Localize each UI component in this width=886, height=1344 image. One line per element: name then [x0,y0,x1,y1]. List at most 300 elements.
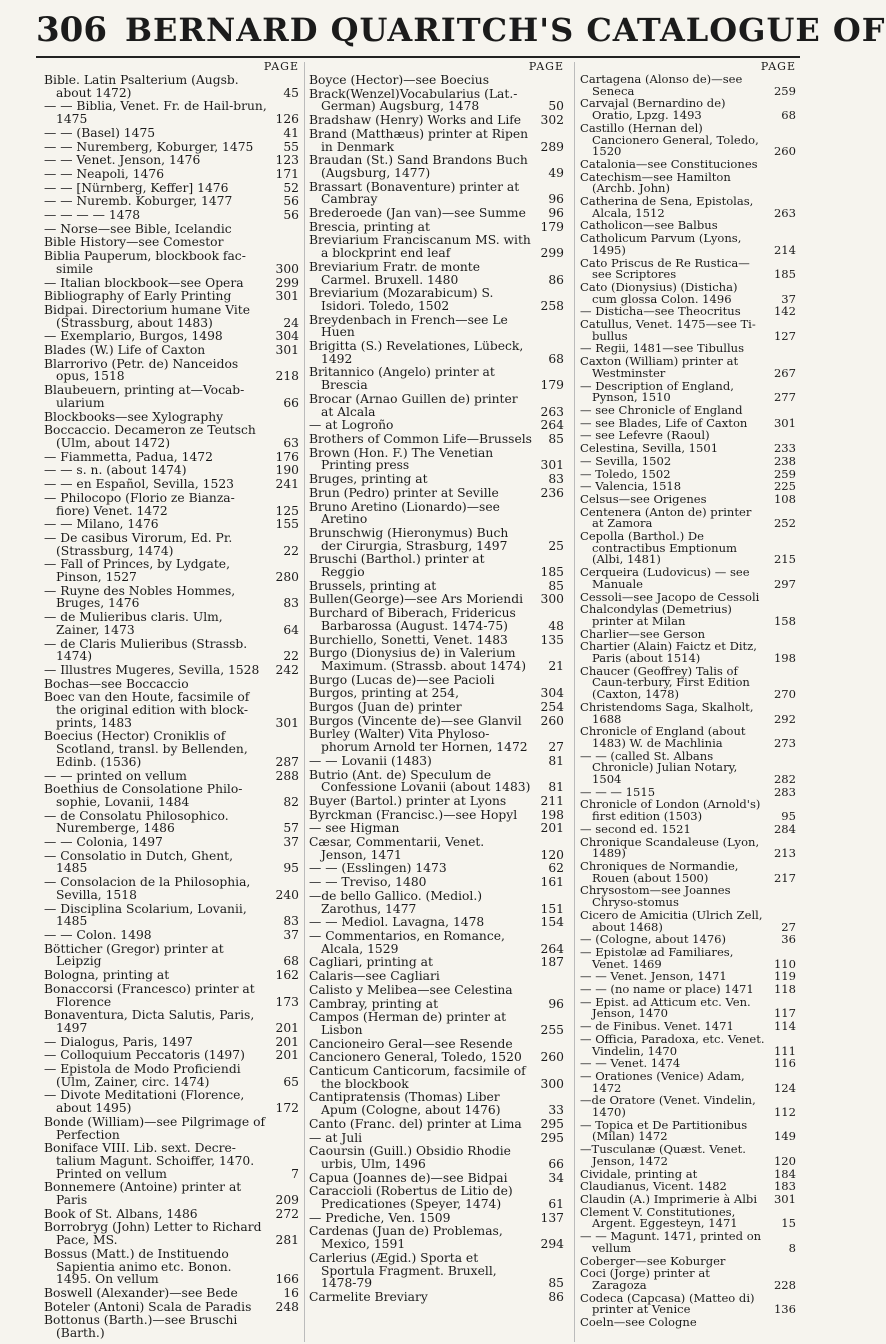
index-entry [44,943,299,968]
index-entry-text: — de Mulieribus claris. Ulm, Zainer, 1473 [44,610,223,637]
index-entry [580,1268,796,1291]
index-entry-page: 120 [540,847,564,862]
index-entry-text: Breviarium (Mozarabicum) S. Isidori. Toledo, 1502 [309,286,494,313]
page-header [36,10,886,54]
index-entry-text: — — Lovanii (1483) [309,753,432,768]
index-entry [309,1038,564,1051]
index-entry-text: — Fall of Princes, by Lydgate, Pinson, 1527 [44,557,230,585]
index-entry-text: — Prediche, Ven. 1509 [309,1210,451,1225]
index-entry-text: — Topica et De Partitionibus (Milan) 1472 [580,1117,748,1144]
index-entry [44,1248,299,1286]
index-entry-text: — Epistola de Modo Proficiendi (Ulm, Zainer, circ. 1474) [44,1062,241,1089]
index-entry-page: 259 [773,466,796,481]
index-entry-text: Boec van den Houte, facsimile of the original edition with block-prints, 1483 [44,690,250,730]
index-entry-page: 201 [275,1034,299,1049]
index-entry-page: 96 [548,192,564,207]
index-entry-page: 116 [773,1056,796,1071]
index-entry-text: Boteler (Antoni) Scala de Paradis [44,1299,252,1314]
index-entry-page: 215 [773,552,796,567]
index-entry-text: — see Lefevre (Raoul) [580,428,710,443]
index-entry-page: 49 [548,165,564,180]
index-entry-text: — Regii, 1481—see Tibullus [580,341,745,356]
index-entry [44,411,299,424]
index-entry-page: 209 [275,1193,299,1208]
index-entry [44,730,299,768]
index-column-2 [309,60,564,1305]
index-entry-text: Brigitta (S.) Revelationes, Lübeck, 1492 [309,339,524,366]
index-entry-text: Clement V. Constitutiones, Argent. Eggesteyn, 1471 [580,1204,738,1231]
index-entry-text: Christendoms Saga, Skalholt, 1688 [580,699,754,726]
index-entry-text: Bonde (William)—see Pilgrimage of Perfection [44,1114,266,1142]
index-entry [309,809,564,822]
index-entry-page: 201 [275,1048,299,1063]
index-column-3 [580,60,796,1330]
index-entry-text: Caraccioli (Robertus de Litio de) Predicationes (Speyer, 1474) [309,1184,513,1212]
index-entry-page: 83 [548,472,564,487]
index-entry-text: — — (Esslingen) 1473 [309,861,447,876]
index-entry-text: — — Magunt. 1471, printed on vellum [580,1229,762,1255]
index-entry-page: 242 [275,662,299,677]
index-entry [44,1208,299,1221]
index-entry [580,699,796,726]
index-entry-page: 111 [773,1043,796,1058]
index-entry [580,156,796,171]
index-entry [309,1011,564,1036]
index-entry [44,969,299,982]
index-entry-text: Calisto y Melibea—see Celestina [309,982,513,997]
index-entry-page: 201 [275,1020,299,1035]
index-entry-text: — — — 1515 [580,784,656,799]
index-entry [44,290,299,303]
index-entry-text: Cepolla (Barthol.) De contractibus Emptionum (Albi, 1481) [580,529,738,567]
index-entry-page: 172 [275,1101,299,1116]
index-entry [309,634,564,647]
index-entry-page: 277 [773,390,796,405]
index-entry-page: 260 [540,713,564,728]
index-entry-page: 267 [773,365,796,380]
index-entry-text: Burchiello, Sonetti, Venet. 1483 [309,632,508,647]
index-entry-text: Coci (Jorge) printer at Zaragoza [580,1266,710,1292]
index-entry-page: 281 [275,1233,299,1248]
index-entry-page: 211 [540,793,564,808]
index-entry-text: Braudan (St.) Sand Brandons Buch (Augsburg, 1477) [309,153,528,180]
index-entry-text: Brescia, printing at [309,219,430,234]
index-entry [309,930,564,955]
index-entry-page: 15 [781,1216,796,1231]
index-entry-text: Bible. Latin Psalterium (Augsb. about 1472) [44,73,239,100]
index-entry-page: 252 [773,516,796,531]
index-entry-page: 114 [773,1019,796,1034]
index-entry [309,340,564,365]
index-entry [309,1185,564,1210]
index-entry-page: 83 [283,914,299,929]
index-entry [44,478,299,491]
index-entry [309,433,564,446]
index-entry-page: 96 [548,206,564,221]
index-entry [309,74,564,87]
index-entry-page: 68 [548,351,564,366]
index-entry-page: 33 [548,1103,564,1118]
index-entry [44,277,299,290]
index-entry-page: 260 [540,1050,564,1065]
index-entry-page: 22 [283,649,299,664]
index-entry-page: 57 [283,821,299,836]
index-entry-text: Chrysostom—see Joannes Chryso-stomus [580,883,731,910]
index-entry [580,319,796,342]
index-entry-page: 112 [773,1105,796,1120]
index-entry-text: Butrio (Ant. de) Speculum de Confessione Lovanii (about 1483) [309,767,531,795]
index-entry-page: 228 [773,1277,796,1292]
index-entry-page: 24 [283,315,299,330]
index-entry-text: Catullus, Venet. 1475—see Ti-bullus [580,317,756,343]
index-entry [580,169,796,196]
index-entry-text: Carmelite Breviary [309,1289,428,1304]
index-entry-text: —Tusculanæ (Quæst. Venet. Jenson, 1472 [580,1142,746,1168]
index-entry-page: 55 [283,139,299,154]
index-entry-page: 81 [548,753,564,768]
index-entry [580,491,796,506]
index-entry-page: 284 [773,821,796,836]
index-entry-text: Burgos (Vincente de)—see Glanvil [309,713,522,728]
index-entry-text: Brack(Wenzel)Vocabularius (Lat.-German) Augsburg, 1478 [309,86,518,114]
index-entry [44,344,299,357]
index-entry-page: 259 [773,83,796,98]
index-entry [309,419,564,432]
index-entry [44,678,299,691]
index-entry-page: 63 [283,435,299,450]
index-entry-page: 301 [275,289,299,304]
index-entry-text: Bidpai. Directorium humane Vite (Strassburg, about 1483) [44,302,251,330]
index-entry-page: 22 [283,543,299,558]
index-entry [44,850,299,875]
index-entry-text: Canticum Canticorum, facsimile of the blockbook [309,1064,526,1091]
index-entry-page: 85 [548,431,564,446]
index-entry [309,207,564,220]
index-entry-text: Brothers of Common Life—Brussels [309,431,532,446]
index-entry [44,1049,299,1062]
index-entry-text: — Exemplario, Burgos, 1498 [44,329,223,344]
index-entry [44,585,299,610]
index-entry [580,196,796,219]
index-entry-text: Book of St. Albans, 1486 [44,1206,198,1221]
index-entry [580,1117,796,1144]
index-entry [309,984,564,997]
index-entry-text: Canto (Franc. del) printer at Lima [309,1116,522,1131]
index-entry [44,1287,299,1300]
index-entry [580,663,796,702]
index-entry-text: — — [Nürnberg, Keffer] 1476 [44,180,229,195]
index-entry [44,783,299,808]
index-entry [309,1132,564,1145]
index-entry-text: Chaucer (Geoffrey) Talis of Caun-terbury, First Edition (Caxton, 1478) [580,663,750,702]
index-entry [309,862,564,875]
index-entry [309,916,564,929]
index-entry-text: Cancioneiro Geral—see Resende [309,1036,513,1051]
index-entry-page: 218 [275,369,299,384]
index-entry-text: — at Logroño [309,418,394,433]
index-entry-page: 280 [275,570,299,585]
index-entry-text: — see Blades, Life of Caxton [580,415,748,430]
index-entry-page: 297 [773,576,796,591]
index-entry-page: 37 [781,291,796,306]
index-entry-page: 151 [540,901,564,916]
index-entry [309,1065,564,1090]
index-entry-text: Carlerius (Ægid.) Sporta et Sportula Fragment. Bruxell, 1478-79 [309,1250,497,1291]
index-entry-text: — Illustres Mugeres, Sevilla, 1528 [44,662,260,677]
index-entry-text: Bossus (Matt.) de Instituendo Sapientia animo etc. Bonon. 1495. On vellum [44,1246,232,1287]
index-entry-page: 64 [283,622,299,637]
index-entry [44,983,299,1008]
index-entry-page: 302 [540,113,564,128]
index-entry-text: — Divote Meditationi (Florence, about 1495) [44,1088,245,1116]
index-entry-text: Britannico (Angelo) printer at Brescia [309,365,495,393]
index-entry-text: Bruges, printing at [309,472,428,487]
index-entry [309,998,564,1011]
index-entry [44,876,299,901]
index-entry-text: Brederoede (Jan van)—see Summe [309,206,526,221]
index-entry-text: Centenera (Anton de) printer at Zamora [580,504,752,531]
index-entry [309,836,564,861]
index-entry-page: 263 [540,404,564,419]
index-entry-text: Bruno Aretino (Lionardo)—see Aretino [309,499,500,527]
index-entry-text: Burchard of Biberach, Fridericus Barbarossa (August. 1474-75) [309,606,516,633]
index-entry [44,1009,299,1034]
index-entry-text: Boethius de Consolatione Philo-sophie, Lovanii, 1484 [44,782,243,809]
index-entry-text: Breydenbach in French—see Le Huen [309,312,508,340]
index-entry-text: Chronique Scandaleuse (Lyon, 1489) [580,834,760,861]
index-entry-text: Boyce (Hector)—see Boecius [309,73,490,87]
index-entry-text: Burgos, printing at 254, [309,686,459,701]
index-entry-text: Brassart (Bonaventure) printer at Cambray [309,179,520,207]
index-entry [580,531,796,566]
index-entry-page: 173 [275,994,299,1009]
index-entry-page: 179 [540,378,564,393]
index-entry-page: 124 [773,1080,796,1095]
index-entry-page: 56 [283,194,299,209]
index-entry [580,799,796,822]
index-entry [44,127,299,140]
index-entry [309,473,564,486]
index-entry-page: 52 [283,180,299,195]
index-entry-page: 65 [283,1074,299,1089]
index-entry [44,223,299,236]
index-entry-text: Cartagena (Alonso de)—see Seneca [580,72,743,98]
index-entry [44,358,299,383]
index-entry-text: — — Venet. Jenson, 1471 [580,969,727,984]
index-entry-text: — Consolacion de la Philosophia, Sevilla, 1518 [44,875,251,902]
index-entry [44,770,299,783]
index-entry-text: — de Finibus. Venet. 1471 [580,1019,734,1034]
index-entry-page: 299 [540,246,564,261]
index-entry-text: Celsus—see Origenes [580,491,707,506]
index-entry [309,287,564,312]
index-entry-page: 283 [773,784,796,799]
index-entry [580,504,796,531]
index-entry [309,447,564,472]
page-column-head: PAGE [760,60,796,73]
index-entry-text: Calaris—see Cagliari [309,969,440,984]
index-entry [309,956,564,969]
index-entry-page: 110 [773,956,796,971]
index-entry-text: — Officia, Paradoxa, etc. Venet. Vindelin, 1470 [580,1031,765,1058]
index-entry-text: Capua (Joannes de)—see Bidpai [309,1170,508,1185]
index-entry [309,580,564,593]
index-entry [309,795,564,808]
index-entry-page: 301 [275,343,299,358]
index-entry-page: 185 [540,565,564,580]
index-entry-text: Cardenas (Juan de) Problemas, Mexico, 1591 [309,1224,503,1252]
index-entry-page: 300 [540,1076,564,1091]
index-entry-page: 304 [275,329,299,344]
index-entry-text: — Commentarios, en Romance, Alcala, 1529 [309,929,505,956]
index-entry [44,384,299,409]
index-entry [309,970,564,983]
index-entry-page: 36 [781,932,796,947]
index-entry-page: 258 [540,298,564,313]
index-entry [580,1068,796,1095]
running-title: BERNARD QUARITCH'S CATALOGUE OF [124,11,886,49]
index-entry [44,1314,299,1339]
index-entry [309,181,564,206]
index-entry-page: 179 [540,219,564,234]
index-entry [309,755,564,768]
index-entry-text: Bologna, printing at [44,968,170,983]
index-entry [309,647,564,672]
index-entry-text: — Colloquium Peccatoris (1497) [44,1048,245,1063]
index-entry-text: Catherina de Sena, Epistolas, Alcala, 1512 [580,194,754,220]
index-entry [44,691,299,729]
index-entry-text: — — (called St. Albans Chronicle) Julian Notary, 1504 [580,748,738,787]
index-entry-text: Brunschwig (Hieronymus) Buch der Cirurgia, Strasburg, 1497 [309,525,509,553]
index-entry-text: Bonaventura, Dicta Salutis, Paris, 1497 [44,1008,255,1035]
index-entry-text: — Ruyne des Nobles Hommes, Bruges, 1476 [44,583,236,611]
index-entry [44,638,299,663]
index-entry [309,593,564,606]
index-entry-text: — Philocopo (Florio ze Bianza-fiore) Venet. 1472 [44,490,235,518]
index-entry-page: 187 [540,955,564,970]
index-entry [309,487,564,500]
index-entry-text: — — (Basel) 1475 [44,125,156,140]
index-entry-text: — Orationes (Venice) Adam, 1472 [580,1068,745,1095]
index-entry-text: Cato Priscus de Re Rustica—see Scriptores [580,255,750,282]
index-entry-text: — at Juli [309,1130,363,1145]
index-entry [309,1051,564,1064]
index-entry [580,1095,796,1118]
index-entry [580,74,796,97]
index-entry [580,98,796,121]
index-entry-page: 301 [540,458,564,473]
index-entry-text: Catholicum Parvum (Lyons, 1495) [580,231,742,257]
index-entry-text: Cato (Dionysius) (Disticha) cum glossa Colon. 1496 [580,279,738,306]
index-entry-page: 7 [291,1166,299,1181]
index-entry-text: Breviarium Fratr. de monte Carmel. Bruxell. 1480 [309,259,480,287]
index-entry-text: — — Biblia, Venet. Fr. de Hail-brun, 1475 [44,99,267,127]
index-entry [580,821,796,836]
index-entry-page: 95 [283,861,299,876]
index-entry-text: Caxton (William) printer at Westminster [580,354,739,380]
index-entry-page: 304 [540,686,564,701]
index-entry-page: 8 [788,1240,796,1255]
index-entry [309,1225,564,1250]
index-entry-text: — Norse—see Bible, Icelandic [44,221,232,236]
index-entry [309,728,564,753]
index-entry [44,1221,299,1246]
index-entry-text: Chroniques de Normandie, Rouen (about 1500) [580,859,739,885]
index-entry-page: 254 [540,700,564,715]
index-entry-text: Biblia Pauperum, blockbook fac-simile [44,249,246,276]
index-entry-text: — — Milano, 1476 [44,517,159,532]
index-entry-text: Boswell (Alexander)—see Bede [44,1285,238,1300]
index-entry-page: 240 [275,887,299,902]
index-entry [580,641,796,664]
index-entry-page: 21 [548,658,564,673]
index-entry-page: 166 [275,1272,299,1287]
index-entry-page: 248 [275,1299,299,1314]
index-entry-text: — — Mediol. Lavagna, 1478 [309,915,485,930]
index-entry-page: 288 [275,768,299,783]
index-entry-text: —de Oratore (Venet. Vindelin, 1470) [580,1093,756,1120]
index-entry [580,748,796,787]
index-entry [580,604,796,627]
index-entry-text: — — printed on vellum [44,768,187,783]
index-entry [309,393,564,418]
index-entry-page: 66 [283,395,299,410]
index-entry [309,1145,564,1170]
index-entry-text: Bochas—see Boccaccio [44,676,189,691]
index-entry-text: Burgo (Dionysius de) in Valerium Maximum. (Strassb. about 1474) [309,646,527,673]
index-entry-text: Claudianus, Vicent. 1482 [580,1179,727,1194]
index-entry-text: Brussels, printing at [309,578,437,593]
index-column-1 [44,60,299,1341]
index-entry-text: Brun (Pedro) printer at Seville [309,485,499,500]
column-divider [304,62,305,1342]
index-entry-text: Cancionero General, Toledo, 1520 [309,1050,522,1065]
index-entry-text: Burley (Walter) Vita Phyloso-phorum Arnold ter Hornen, 1472 [309,727,528,755]
page-column-head: PAGE [528,60,564,73]
index-entry-page: 86 [548,1289,564,1304]
index-entry [580,356,796,379]
index-entry [309,876,564,889]
index-entry [309,687,564,700]
index-entry-text: — Toledo, 1502 [580,466,671,481]
index-entry-text: Brocar (Arnao Guillen de) printer at Alcala [309,391,518,419]
index-entry-text: — — (no name or place) 1471 [580,982,754,997]
index-entry-page: 95 [781,809,796,824]
index-entry-text: Chartier (Alain) Faictz et Ditz, Paris (about 1514) [580,639,757,666]
index-entry [580,567,796,590]
index-entry-page: 108 [773,491,796,506]
index-entry [580,1204,796,1231]
index-entry-page: 125 [275,503,299,518]
index-entry-text: — — Nuremberg, Koburger, 1475 [44,139,254,154]
index-entry-page: 119 [773,969,796,984]
index-entry-page: 294 [540,1237,564,1252]
index-entry-text: Bruschi (Barthol.) printer at Reggio [309,552,485,580]
index-entry [44,518,299,531]
index-entry-page: 120 [773,1153,796,1168]
index-entry [44,236,299,249]
index-entry [44,1181,299,1206]
index-entry-page: 233 [773,441,796,456]
index-entry-text: Carvajal (Bernardino de) Oratio, Lpzg. 1493 [580,96,726,123]
index-entry-text: Boecius (Hector) Croniklis of Scotland, transl. by Bellenden, Edinb. (1536) [44,729,248,769]
index-entry [44,1036,299,1049]
index-entry [580,255,796,282]
index-entry-page: 126 [275,112,299,127]
index-entry-text: — Valencia, 1518 [580,479,682,494]
index-entry [580,907,796,934]
column-divider [574,62,575,1342]
